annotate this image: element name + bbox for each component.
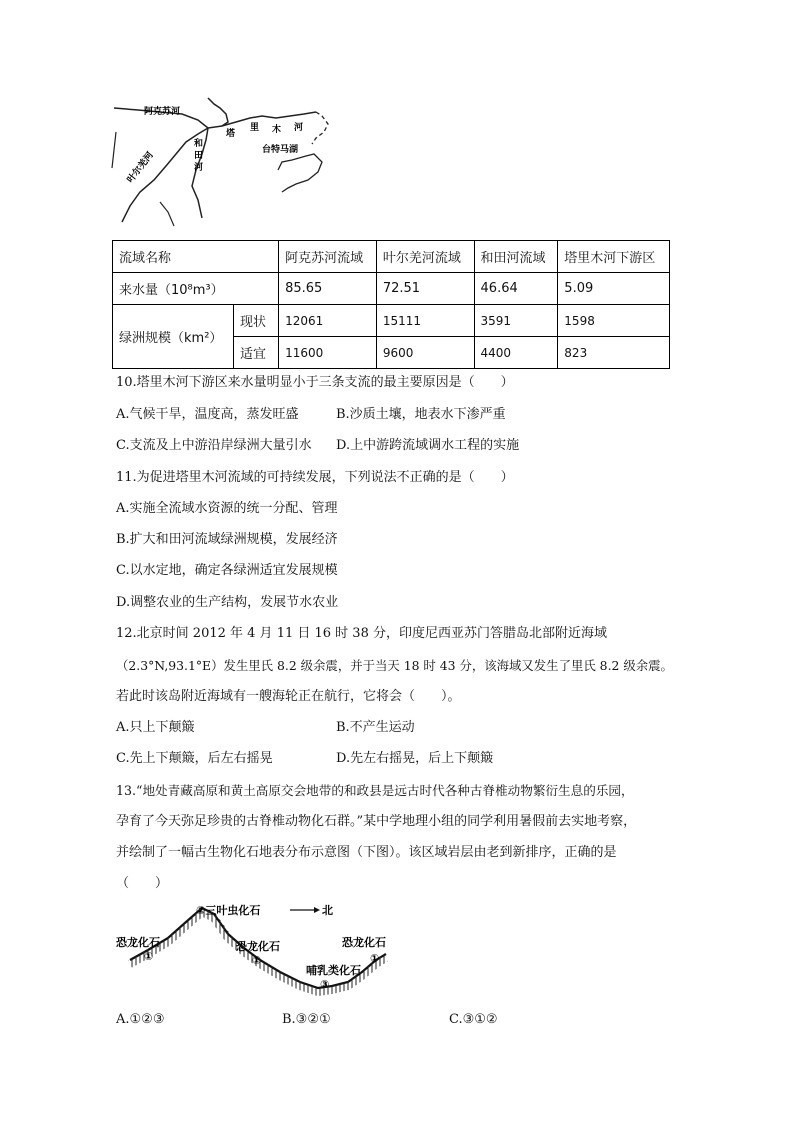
north-label: 北 — [322, 904, 333, 917]
dino-mid-label: 恐龙化石 — [236, 940, 280, 953]
q12-option-c: C.先上下颠簸，后左右摇晃 — [116, 751, 273, 766]
q13-line4: （ ） — [116, 876, 169, 891]
table-cell: 85.65 — [279, 273, 377, 305]
mammal-label: 哺乳类化石 — [306, 964, 361, 977]
q12-option-d: D.先左右摇晃，后上下颠簸 — [336, 751, 494, 766]
map-label-taitema: 台特马湖 — [262, 145, 299, 155]
q12-line3: 若此时该岛附近海域有一艘海轮正在航行，它将会（ ）。 — [116, 689, 461, 704]
map-label-yarkand: 叶尔羌河 — [125, 150, 156, 186]
table-cell: 823 — [558, 337, 670, 369]
table-cell: 46.64 — [474, 273, 558, 305]
tarim-river-lower — [312, 112, 328, 144]
q12-option-a: A.只上下颠簸 — [116, 720, 195, 735]
q10-option-b: B.沙质土壤，地表水下渗严重 — [336, 407, 506, 422]
map-label-tarim-3: 木 — [272, 125, 282, 135]
fossil-distribution-diagram — [110, 898, 400, 998]
map-label-tarim-1: 塔 — [226, 129, 236, 139]
mark-mid: ① — [252, 954, 262, 967]
table-row — [113, 273, 670, 305]
map-label-hotan-1: 和 — [194, 139, 204, 149]
mark-right: ① — [370, 952, 380, 965]
q11-option-c: C.以水定地，确定各绿洲适宜发展规模 — [116, 563, 338, 578]
q11-option-b: B.扩大和田河流域绿洲规模，发展经济 — [116, 532, 338, 547]
map-label-hotan-3: 河 — [194, 163, 204, 173]
taitema-lake — [278, 154, 322, 192]
current-label: 现状 — [234, 305, 279, 337]
q10-option-a: A.气候干旱，温度高，蒸发旺盛 — [116, 407, 299, 422]
table-cell: 4400 — [474, 337, 558, 369]
suitable-label: 适宜 — [234, 337, 279, 369]
q11-option-a: A.实施全流域水资源的统一分配、管理 — [116, 501, 338, 516]
q11-stem: 11.为促进塔里木河流域的可持续发展，下列说法不正确的是（ ） — [116, 470, 514, 485]
map-label-aksu: 阿克苏河 — [144, 107, 181, 117]
q12-line2: （2.3°N,93.1°E）发生里氏 8.2 级余震，并于当天 18 时 43 分，该海域又发生了里氏 8.2 级余震。 — [116, 658, 673, 673]
table-row — [113, 305, 670, 337]
tarim-river-map — [110, 92, 340, 234]
q12-line1: 12.北京时间 2012 年 4 月 11 日 16 时 38 分，印度尼西亚苏门答腊岛北部附近海域 — [116, 626, 607, 641]
table-header-row — [113, 241, 670, 273]
table-header-cell: 叶尔羌河流域 — [376, 241, 474, 273]
q10-option-d: D.上中游跨流域调水工程的实施 — [336, 438, 520, 453]
map-label-hotan-2: 田 — [194, 151, 204, 161]
q10-option-c: C.支流及上中游沿岸绿洲大量引水 — [116, 438, 312, 453]
table-header-cell: 塔里木河下游区 — [558, 241, 670, 273]
table-cell: 3591 — [474, 305, 558, 337]
table-cell: 12061 — [279, 305, 377, 337]
table-cell: 11600 — [279, 337, 377, 369]
table-header-cell: 和田河流域 — [474, 241, 558, 273]
q11-option-d: D.调整农业的生产结构，发展节水农业 — [116, 595, 339, 610]
inflow-label: 来水量（10⁸m³） — [113, 273, 279, 305]
oasis-label: 绿洲规模（km²） — [113, 305, 234, 369]
table-cell: 5.09 — [558, 273, 670, 305]
q12-option-b: B.不产生运动 — [336, 720, 415, 735]
table-cell: 1598 — [558, 305, 670, 337]
q10-stem: 10.塔里木河下游区来水量明显小于三条支流的最主要原因是（ ） — [116, 375, 514, 390]
q13-option-c: C.③①② — [449, 1012, 498, 1027]
map-label-tarim-4: 河 — [294, 123, 304, 133]
q13-option-b: B.③②① — [282, 1012, 331, 1027]
map-label-tarim-2: 里 — [250, 123, 260, 133]
q13-line1: 13.“地处青藏高原和黄土高原交会地带的和政县是远古时代各种古脊椎动物繁衍生息的乐园， — [116, 783, 634, 798]
table-cell: 9600 — [376, 337, 474, 369]
dino-right-label: 恐龙化石 — [342, 936, 386, 949]
table-cell: 72.51 — [376, 273, 474, 305]
q13-line2: 孕育了今天弥足珍贵的古脊椎动物化石群。”某中学地理小组的同学利用暑假前去实地考察， — [116, 814, 637, 829]
table-cell: 15111 — [376, 305, 474, 337]
mark-left: ① — [144, 950, 154, 963]
river-basin-table — [112, 240, 670, 369]
q13-option-a: A.①②③ — [116, 1012, 165, 1027]
mark-mammal: ③ — [320, 978, 330, 991]
aksu-river — [208, 98, 228, 126]
q13-line3: 并绘制了一幅古生物化石地表分布示意图（下图）。该区域岩层由老到新排序，正确的是 — [116, 845, 617, 860]
dino-left-label: 恐龙化石 — [116, 936, 160, 949]
table-header-cell: 流域名称 — [113, 241, 279, 273]
table-header-cell: 阿克苏河流域 — [279, 241, 377, 273]
trilobite-label: ②三叶虫化石 — [196, 904, 261, 917]
